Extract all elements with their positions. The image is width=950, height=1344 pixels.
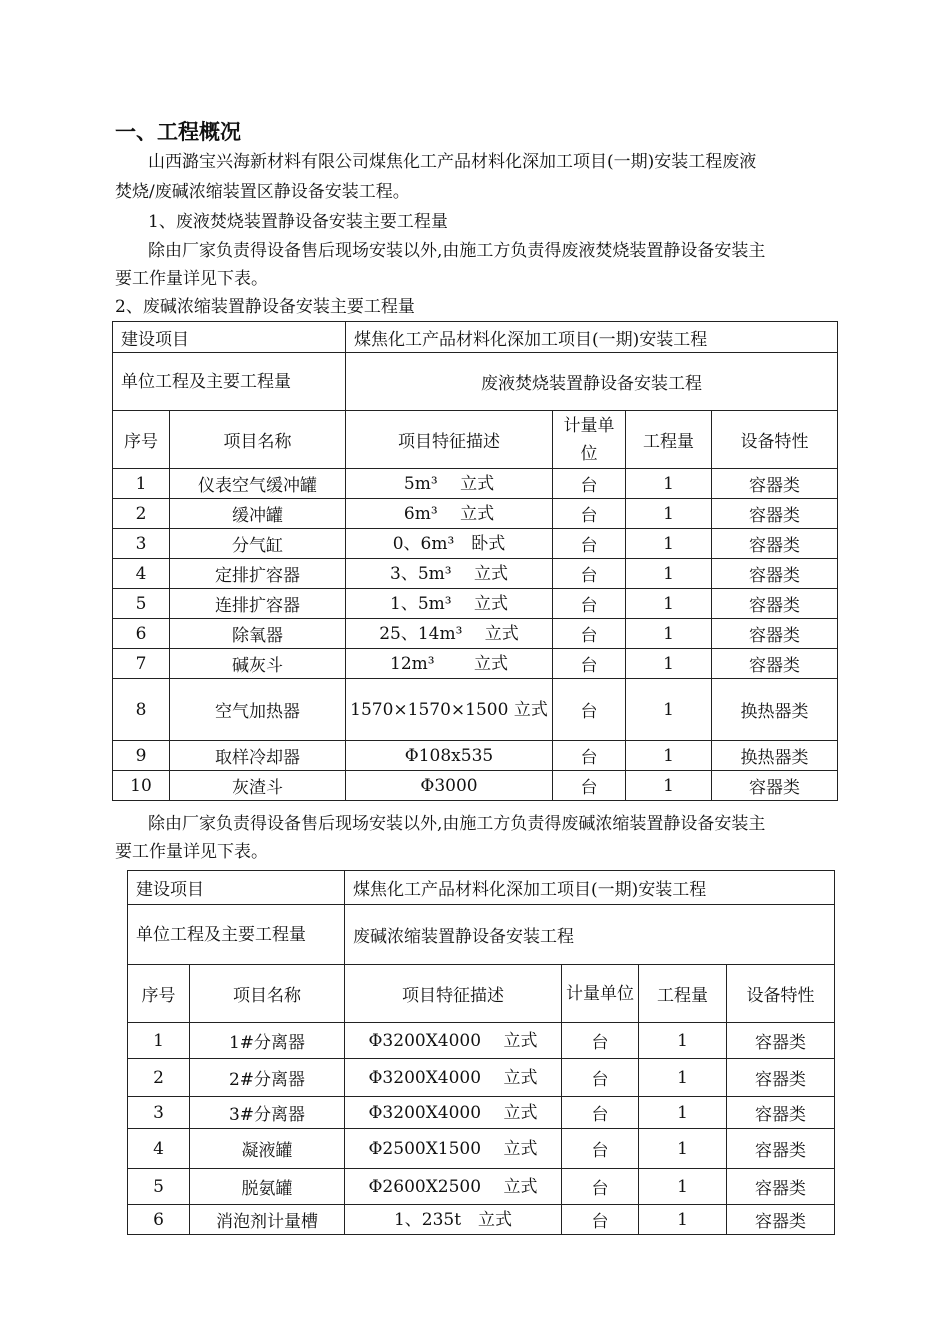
cell-equipment-type: 容器类 xyxy=(712,771,838,801)
cell-unit: 台 xyxy=(553,529,626,559)
cell-quantity: 1 xyxy=(639,1205,727,1235)
table-row xyxy=(128,1097,835,1129)
cell-quantity: 1 xyxy=(626,499,712,529)
cell-item-name: 消泡剂计量槽 xyxy=(190,1205,345,1235)
cell-index: 7 xyxy=(113,649,170,679)
project-label: 建设项目 xyxy=(113,322,346,353)
cell-item-name: 分气缸 xyxy=(170,529,346,559)
project-value: 煤焦化工产品材料化深加工项目(一期)安装工程 xyxy=(346,322,838,353)
cell-unit: 台 xyxy=(562,1205,639,1235)
cell-item-name: 脱氨罐 xyxy=(190,1169,345,1205)
cell-description: Φ2500X1500 立式 xyxy=(345,1129,562,1169)
cell-item-name: 2#分离器 xyxy=(190,1059,345,1097)
cell-index: 1 xyxy=(113,469,170,499)
cell-unit: 台 xyxy=(562,1059,639,1097)
cell-index: 5 xyxy=(128,1169,190,1205)
cell-quantity: 1 xyxy=(626,771,712,801)
table-row xyxy=(128,1129,835,1169)
cell-item-name: 缓冲罐 xyxy=(170,499,346,529)
cell-index: 3 xyxy=(128,1097,190,1129)
cell-index: 2 xyxy=(128,1059,190,1097)
paragraph-1-line-2: 焚烧/废碱浓缩装置区静设备安装工程。 xyxy=(115,182,410,202)
cell-index: 4 xyxy=(128,1129,190,1169)
cell-unit: 台 xyxy=(553,679,626,741)
table-row xyxy=(113,499,838,529)
cell-unit: 台 xyxy=(562,1169,639,1205)
cell-description: 1、235t 立式 xyxy=(345,1205,562,1235)
cell-quantity: 1 xyxy=(626,589,712,619)
cell-quantity: 1 xyxy=(626,469,712,499)
cell-description: Φ3200X4000 立式 xyxy=(345,1023,562,1059)
cell-index: 1 xyxy=(128,1023,190,1059)
cell-quantity: 1 xyxy=(626,559,712,589)
cell-index: 9 xyxy=(113,741,170,771)
table-row xyxy=(113,559,838,589)
table-row xyxy=(128,1059,835,1097)
header-equipment-type: 设备特性 xyxy=(712,411,838,469)
header-quantity: 工程量 xyxy=(639,965,727,1023)
paragraph-2-line-1: 除由厂家负责得设备售后现场安装以外,由施工方负责得废液焚烧装置静设备安装主 xyxy=(148,241,766,261)
header-unit: 计量单位 xyxy=(562,965,639,1023)
header-item-name: 项目名称 xyxy=(170,411,346,469)
cell-equipment-type: 容器类 xyxy=(712,649,838,679)
header-item-name: 项目名称 xyxy=(190,965,345,1023)
table-row xyxy=(113,679,838,741)
cell-equipment-type: 容器类 xyxy=(727,1205,835,1235)
cell-unit: 台 xyxy=(553,589,626,619)
header-description: 项目特征描述 xyxy=(346,411,553,469)
cell-description: 1、5m³ 立式 xyxy=(346,589,553,619)
table-row xyxy=(113,771,838,801)
cell-index: 4 xyxy=(113,559,170,589)
cell-item-name: 1#分离器 xyxy=(190,1023,345,1059)
cell-equipment-type: 容器类 xyxy=(712,559,838,589)
cell-index: 5 xyxy=(113,589,170,619)
cell-description: 3、5m³ 立式 xyxy=(346,559,553,589)
cell-equipment-type: 容器类 xyxy=(712,589,838,619)
cell-quantity: 1 xyxy=(639,1097,727,1129)
cell-unit: 台 xyxy=(553,469,626,499)
paragraph-1-line-1: 山西潞宝兴海新材料有限公司煤焦化工产品材料化深加工项目(一期)安装工程废液 xyxy=(148,152,757,172)
cell-equipment-type: 容器类 xyxy=(727,1097,835,1129)
cell-description: 12m³ 立式 xyxy=(346,649,553,679)
table-row xyxy=(113,529,838,559)
table-row xyxy=(113,649,838,679)
table-row xyxy=(113,741,838,771)
project-label: 建设项目 xyxy=(128,871,345,905)
cell-unit: 台 xyxy=(553,559,626,589)
cell-description: 1570×1570×1500 立式 xyxy=(346,679,553,741)
cell-item-name: 凝液罐 xyxy=(190,1129,345,1169)
cell-equipment-type: 容器类 xyxy=(712,469,838,499)
subheading-2: 2、废碱浓缩装置静设备安装主要工程量 xyxy=(115,297,415,317)
cell-unit: 台 xyxy=(562,1023,639,1059)
cell-item-name: 空气加热器 xyxy=(170,679,346,741)
cell-quantity: 1 xyxy=(626,649,712,679)
cell-quantity: 1 xyxy=(626,529,712,559)
header-unit: 计量单位 xyxy=(553,411,626,469)
cell-quantity: 1 xyxy=(626,679,712,741)
cell-item-name: 连排扩容器 xyxy=(170,589,346,619)
header-equipment-type: 设备特性 xyxy=(727,965,835,1023)
cell-unit: 台 xyxy=(553,771,626,801)
paragraph-2-line-2: 要工作量详见下表。 xyxy=(115,269,268,289)
cell-item-name: 灰渣斗 xyxy=(170,771,346,801)
unit-label: 单位工程及主要工程量 xyxy=(113,353,346,411)
section-heading: 一、工程概况 xyxy=(115,120,241,144)
cell-unit: 台 xyxy=(553,649,626,679)
cell-equipment-type: 容器类 xyxy=(712,619,838,649)
cell-equipment-type: 换热器类 xyxy=(712,679,838,741)
table-row xyxy=(113,589,838,619)
cell-unit: 台 xyxy=(562,1097,639,1129)
cell-item-name: 定排扩容器 xyxy=(170,559,346,589)
cell-index: 6 xyxy=(128,1205,190,1235)
cell-description: Φ3000 xyxy=(346,771,553,801)
header-quantity: 工程量 xyxy=(626,411,712,469)
paragraph-3-line-1: 除由厂家负责得设备售后现场安装以外,由施工方负责得废碱浓缩装置静设备安装主 xyxy=(148,814,766,834)
cell-index: 3 xyxy=(113,529,170,559)
cell-equipment-type: 容器类 xyxy=(727,1129,835,1169)
cell-equipment-type: 容器类 xyxy=(712,499,838,529)
cell-index: 8 xyxy=(113,679,170,741)
cell-index: 6 xyxy=(113,619,170,649)
cell-unit: 台 xyxy=(553,741,626,771)
cell-item-name: 取样冷却器 xyxy=(170,741,346,771)
table-waste-liquid-incineration xyxy=(112,321,838,801)
cell-unit: 台 xyxy=(562,1129,639,1169)
project-value: 煤焦化工产品材料化深加工项目(一期)安装工程 xyxy=(345,871,835,905)
cell-quantity: 1 xyxy=(639,1023,727,1059)
cell-description: Φ3200X4000 立式 xyxy=(345,1097,562,1129)
cell-item-name: 除氧器 xyxy=(170,619,346,649)
cell-quantity: 1 xyxy=(639,1129,727,1169)
cell-item-name: 仪表空气缓冲罐 xyxy=(170,469,346,499)
cell-equipment-type: 换热器类 xyxy=(712,741,838,771)
table-row xyxy=(128,1023,835,1059)
cell-equipment-type: 容器类 xyxy=(727,1169,835,1205)
unit-label: 单位工程及主要工程量 xyxy=(128,905,345,965)
subheading-1: 1、废液焚烧装置静设备安装主要工程量 xyxy=(148,212,448,232)
cell-description: Φ108x535 xyxy=(346,741,553,771)
cell-unit: 台 xyxy=(553,499,626,529)
cell-unit: 台 xyxy=(553,619,626,649)
cell-index: 10 xyxy=(113,771,170,801)
cell-description: 0、6m³ 卧式 xyxy=(346,529,553,559)
table-row xyxy=(128,1169,835,1205)
cell-description: 6m³ 立式 xyxy=(346,499,553,529)
table-waste-alkali-concentration xyxy=(127,870,835,1235)
cell-item-name: 碱灰斗 xyxy=(170,649,346,679)
cell-item-name: 3#分离器 xyxy=(190,1097,345,1129)
header-index: 序号 xyxy=(113,411,170,469)
cell-description: 5m³ 立式 xyxy=(346,469,553,499)
header-description: 项目特征描述 xyxy=(345,965,562,1023)
cell-equipment-type: 容器类 xyxy=(727,1023,835,1059)
cell-quantity: 1 xyxy=(639,1169,727,1205)
cell-description: 25、14m³ 立式 xyxy=(346,619,553,649)
unit-value: 废碱浓缩装置静设备安装工程 xyxy=(345,905,835,965)
table-row xyxy=(113,469,838,499)
table-row xyxy=(113,619,838,649)
cell-equipment-type: 容器类 xyxy=(712,529,838,559)
paragraph-3-line-2: 要工作量详见下表。 xyxy=(115,842,268,862)
cell-description: Φ3200X4000 立式 xyxy=(345,1059,562,1097)
cell-quantity: 1 xyxy=(626,619,712,649)
header-index: 序号 xyxy=(128,965,190,1023)
cell-description: Φ2600X2500 立式 xyxy=(345,1169,562,1205)
table-row xyxy=(128,1205,835,1235)
cell-quantity: 1 xyxy=(639,1059,727,1097)
unit-value: 废液焚烧装置静设备安装工程 xyxy=(346,353,838,411)
cell-equipment-type: 容器类 xyxy=(727,1059,835,1097)
cell-quantity: 1 xyxy=(626,741,712,771)
cell-index: 2 xyxy=(113,499,170,529)
